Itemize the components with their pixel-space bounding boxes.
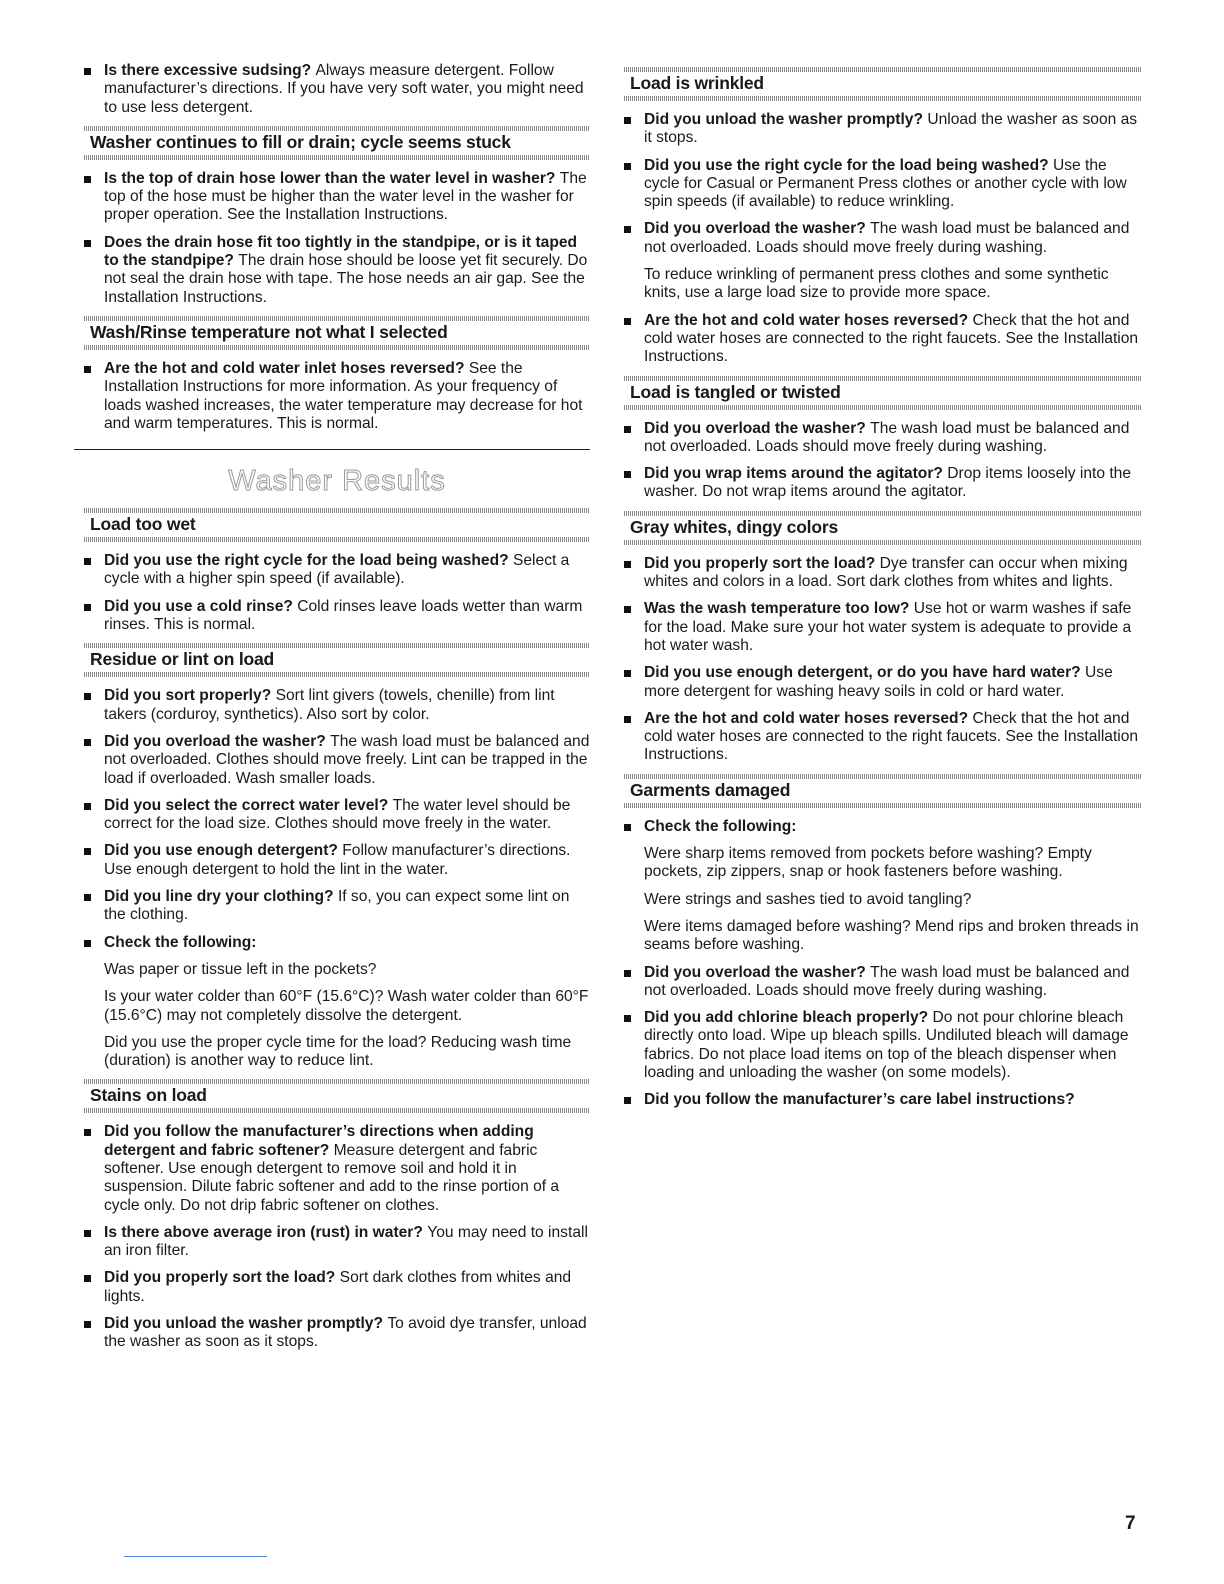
item-question: Did you properly sort the load? — [104, 1269, 336, 1287]
bullet-square-icon — [84, 366, 91, 373]
list-item — [624, 312, 1142, 367]
bullet-square-icon — [84, 604, 91, 611]
section-rule — [624, 540, 1142, 545]
list-item — [624, 818, 1142, 836]
list-item — [84, 598, 590, 635]
section-rule — [84, 1108, 590, 1113]
section-garments-damaged — [624, 774, 1142, 1110]
bullet-square-icon — [84, 558, 91, 565]
item-question: Did you unload the washer promptly? — [104, 1315, 383, 1333]
list-item — [84, 170, 590, 225]
item-question: Are the hot and cold water inlet hoses reversed? — [104, 359, 465, 377]
bullet-square-icon — [84, 68, 91, 75]
section-title: Wash/Rinse temperature not what I selected — [90, 321, 448, 342]
bullet-square-icon — [624, 471, 631, 478]
bullet-square-icon — [624, 670, 631, 677]
item-question: Did you use the right cycle for the load being washed? — [644, 156, 1049, 174]
item-question: Did you overload the washer? — [644, 220, 866, 238]
section-rule — [624, 405, 1142, 410]
section-title: Stains on load — [90, 1085, 207, 1106]
sub-paragraph: Were strings and sashes tied to avoid tangling? — [644, 890, 972, 908]
item-question: Was the wash temperature too low? — [644, 600, 910, 618]
page-number: 7 — [1125, 1513, 1136, 1534]
item-question: Is there above average iron (rust) in water? — [104, 1223, 423, 1241]
list-item — [84, 1224, 590, 1261]
item-question: Did you properly sort the load? — [644, 554, 876, 572]
list-item — [84, 888, 590, 925]
bullet-square-icon — [624, 970, 631, 977]
item-answer: Sort lint givers (towels, chenille) from lint takers (corduroy, synthetics). Also sort by color. — [104, 687, 555, 723]
bullet-square-icon — [624, 426, 631, 433]
sub-paragraph: Was paper or tissue left in the pockets? — [104, 960, 377, 978]
section-stains — [84, 1079, 590, 1351]
item-answer: Always measure detergent. Follow manufacturer’s directions. If you have very soft water, you might need to use less detergent. — [104, 62, 584, 116]
item-answer: The wash load must be balanced and not overloaded. Clothes should move freely. Lint can be trapped in the load if overloaded. Wash smaller loads. — [104, 732, 590, 787]
section-rule — [84, 155, 590, 160]
list-item — [624, 1091, 1142, 1109]
list-item — [84, 1269, 590, 1306]
bullet-square-icon — [84, 176, 91, 183]
bullet-square-icon — [84, 1129, 91, 1136]
bullet-square-icon — [84, 894, 91, 901]
item-answer: Use hot or warm washes if safe for the load. Make sure your hot water system is adequate to provide a hot water wash. — [644, 600, 1132, 654]
item-question: Is there excessive sudsing? — [104, 62, 312, 79]
item-question: Is the top of drain hose lower than the water level in washer? — [104, 169, 556, 187]
list-item — [624, 420, 1142, 457]
item-question: Did you use the right cycle for the load being washed? — [104, 552, 509, 570]
item-answer: Cold rinses leave loads wetter than warm rinses. This is normal. — [104, 597, 583, 634]
item-question: Did you overload the washer? — [644, 963, 866, 981]
item-answer: See the Installation Instructions for more information. As your frequency of loads washed increases, the water temperature may decrease for hot and warm temperatures. This is normal. — [104, 359, 583, 432]
bullet-square-icon — [624, 561, 631, 568]
item-question: Did you sort properly? — [104, 687, 272, 705]
section-rule — [84, 537, 590, 542]
bullet-square-icon — [84, 1230, 91, 1237]
item-answer: The wash load must be balanced and not overloaded. Loads should move freely during washing. — [644, 220, 1130, 256]
bullet-square-icon — [624, 1015, 631, 1022]
item-question: Did you use a cold rinse? — [104, 597, 293, 615]
section-title: Load too wet — [90, 514, 196, 535]
item-answer: Use the cycle for Casual or Permanent Press clothes or another cycle with low spin speeds (if available) to reduce wrinkling. — [644, 156, 1127, 211]
item-answer: Follow manufacturer’s directions. Use enough detergent to hold the lint in the water. — [104, 842, 571, 878]
item-question: Did you overload the washer? — [104, 732, 326, 750]
item-answer: The top of the hose must be higher than the water level in the washer for proper operation. See the Installation Instructions. — [104, 169, 587, 224]
item-question: Check the following: — [644, 817, 797, 835]
item-answer: To avoid dye transfer, unload the washer as soon as it stops. — [104, 1315, 587, 1351]
section-rule — [624, 803, 1142, 808]
list-item — [624, 555, 1142, 592]
sub-paragraph: To reduce wrinkling of permanent press clothes and some synthetic knits, use a large load size to provide more space. — [644, 266, 1109, 302]
section-title: Residue or lint on load — [90, 649, 275, 670]
bullet-square-icon — [84, 1321, 91, 1328]
bullet-square-icon — [84, 848, 91, 855]
section-title: Load is tangled or twisted — [630, 381, 841, 402]
section-load-too-wet — [84, 508, 590, 634]
item-answer: Dye transfer can occur when mixing whites and colors in a load. Sort dark clothes from whites and lights. — [644, 554, 1128, 591]
bullet-square-icon — [84, 1275, 91, 1282]
item-question: Did you follow the manufacturer’s care label instructions? — [644, 1091, 1075, 1109]
footer-link-underline — [124, 1556, 267, 1557]
list-item — [624, 111, 1142, 148]
list-item — [624, 600, 1142, 655]
bullet-square-icon — [624, 117, 631, 124]
section-title: Garments damaged — [630, 779, 791, 800]
section-residue-lint — [84, 643, 590, 1070]
item-answer: The wash load must be balanced and not overloaded. Loads should move freely during washing. — [644, 419, 1130, 455]
item-question: Did you overload the washer? — [644, 419, 866, 437]
section-temperature — [84, 316, 590, 433]
list-item — [624, 465, 1142, 502]
item-question: Are the hot and cold water hoses reversed? — [644, 311, 969, 329]
list-item — [624, 664, 1142, 701]
item-answer: The drain hose should be loose yet fit securely. Do not seal the drain hose with tape. The hose needs an air gap. See the Installation Instructions. — [104, 252, 588, 306]
item-answer: Do not pour chlorine bleach directly onto load. Wipe up bleach spills. Undiluted bleach will damage fabrics. Do not place load items on top of the bleach dispenser when loading and unloading the washer (on some models). — [644, 1009, 1129, 1081]
bullet-square-icon — [624, 318, 631, 325]
list-item — [84, 1123, 590, 1214]
section-gray-whites — [624, 511, 1142, 765]
section-title: Washer continues to fill or drain; cycle seems stuck — [90, 131, 511, 152]
section-tangled — [624, 376, 1142, 502]
item-question: Check the following: — [104, 933, 257, 951]
item-question: Are the hot and cold water hoses reversed? — [644, 709, 969, 727]
list-item — [84, 552, 590, 589]
item-question: Did you use enough detergent, or do you have hard water? — [644, 664, 1081, 682]
section-title: Load is wrinkled — [630, 73, 764, 93]
item-question: Did you unload the washer promptly? — [644, 111, 923, 128]
list-item — [624, 964, 1142, 1001]
section-rule — [84, 672, 590, 677]
item-question: Did you line dry your clothing? — [104, 888, 334, 906]
bullet-square-icon — [624, 716, 631, 723]
item-question: Did you select the correct water level? — [104, 796, 389, 814]
sub-paragraph: Did you use the proper cycle time for the load? Reducing wash time (duration) is another way to reduce lint. — [104, 1033, 572, 1070]
list-item — [624, 220, 1142, 257]
item-question: Did you add chlorine bleach properly? — [644, 1009, 929, 1027]
sub-paragraph: Were sharp items removed from pockets before washing? Empty pockets, zip zippers, snap or hook fasteners before washing. — [644, 845, 1092, 881]
right-column — [624, 62, 1142, 1119]
item-answer: Sort dark clothes from whites and lights. — [104, 1269, 572, 1305]
list-item — [84, 234, 590, 307]
list-item — [84, 687, 590, 724]
list-item — [84, 62, 590, 117]
bullet-square-icon — [624, 606, 631, 613]
item-answer: Check that the hot and cold water hoses are connected to the right faucets. See the Installation Instructions. — [644, 709, 1139, 764]
bullet-square-icon — [84, 693, 91, 700]
bullet-square-icon — [624, 163, 631, 170]
section-rule — [84, 345, 590, 350]
item-answer: Unload the washer as soon as it stops. — [644, 111, 1138, 147]
item-answer: Select a cycle with a higher spin speed (if available). — [104, 552, 570, 588]
list-item — [624, 1009, 1142, 1082]
list-item — [84, 842, 590, 879]
item-question: Did you use enough detergent? — [104, 842, 338, 860]
item-answer: The wash load must be balanced and not overloaded. Loads should move freely during washing. — [644, 963, 1130, 999]
washer-results-heading: Washer Results — [228, 465, 446, 498]
bullet-square-icon — [624, 226, 631, 233]
list-item — [84, 360, 590, 433]
list-item — [84, 733, 590, 788]
item-answer: Drop items loosely into the washer. Do not wrap items around the agitator. — [644, 465, 1132, 501]
bullet-square-icon — [84, 739, 91, 746]
section-title: Gray whites, dingy colors — [630, 516, 838, 537]
item-answer: Use more detergent for washing heavy soils in cold or hard water. — [644, 664, 1113, 700]
item-question: Did you follow the manufacturer’s directions when adding detergent and fabric softener? — [104, 1123, 534, 1159]
list-item — [84, 797, 590, 834]
left-column — [84, 62, 590, 1361]
list-item — [84, 1315, 590, 1352]
heading-rule — [74, 449, 590, 450]
bullet-square-icon — [624, 1097, 631, 1104]
list-item — [624, 157, 1142, 212]
section-rule — [624, 96, 1142, 101]
section-fill-drain — [84, 126, 590, 307]
item-question: Did you wrap items around the agitator? — [644, 465, 943, 483]
bullet-square-icon — [84, 240, 91, 247]
item-question: Does the drain hose fit too tightly in the standpipe, or is it taped to the standpipe? — [104, 233, 578, 270]
bullet-square-icon — [624, 824, 631, 831]
bullet-square-icon — [84, 940, 91, 947]
sub-paragraph: Were items damaged before washing? Mend rips and broken threads in seams before washing. — [644, 917, 1139, 954]
item-answer: The water level should be correct for the load size. Clothes should move freely in the water. — [104, 796, 571, 833]
sub-paragraph: Is your water colder than 60°F (15.6°C)? Wash water colder than 60°F (15.6°C) may not completely dissolve the detergent. — [104, 988, 589, 1024]
item-answer: If so, you can expect some lint on the clothing. — [104, 888, 570, 924]
bullet-square-icon — [84, 803, 91, 810]
item-answer: Measure detergent and fabric softener. Use enough detergent to remove soil and hold it in suspension. Dilute fabric softener and add to the rinse portion of a cycle only. Do not drip fabric softener on clothes. — [104, 1141, 560, 1214]
item-answer: Check that the hot and cold water hoses are connected to the right faucets. See the Installation Instructions. — [644, 311, 1139, 366]
list-item — [84, 934, 590, 952]
section-wrinkled — [624, 67, 1142, 367]
list-item — [624, 710, 1142, 765]
item-answer: You may need to install an iron filter. — [104, 1223, 588, 1260]
